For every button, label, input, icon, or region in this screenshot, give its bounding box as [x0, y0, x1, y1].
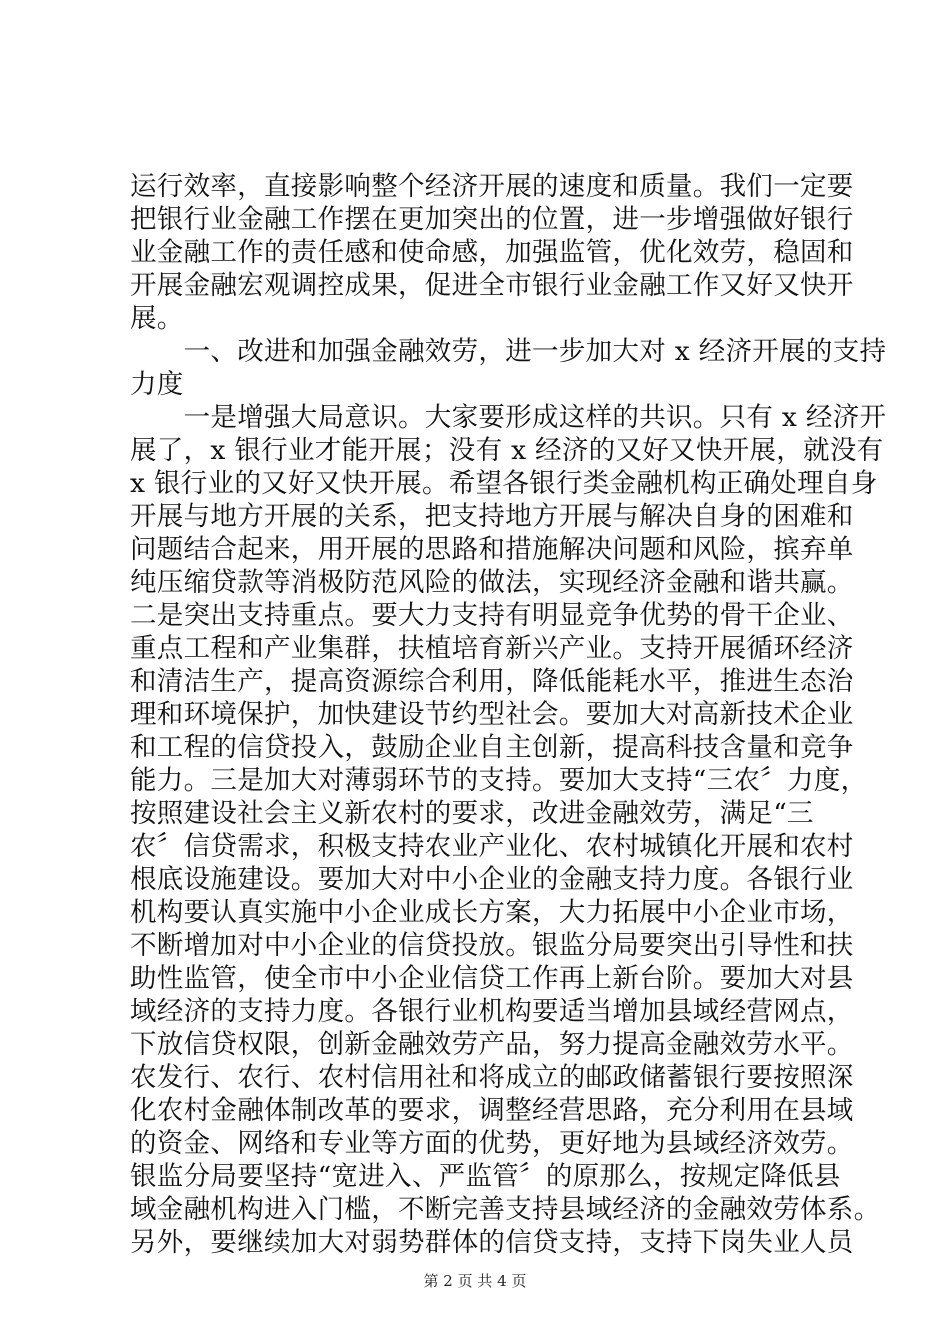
text-line: 业金融工作的责任感和使命感，加强监管，优化效劳，稳固和 [130, 237, 854, 268]
text-line: 展。 [130, 303, 184, 334]
text-line: 银监分局要坚持“宽进入、严监管〞的原那么，按规定降低县 [130, 1161, 841, 1192]
text-line: 把银行业金融工作摆在更加突出的位置，进一步增强做好银行 [130, 204, 854, 235]
text-line: 农发行、农行、农村信用社和将成立的邮政储蓄银行要按照深 [130, 1062, 854, 1093]
section-heading-line: 力度 [130, 369, 184, 400]
text-line: 域金融机构进入门槛，不断完善支持县域经济的金融效劳体系。 [130, 1194, 881, 1225]
text-line: 能力。三是加大对薄弱环节的支持。要加大支持“三农〞力度， [130, 765, 868, 796]
text-line: 开展与地方开展的关系，把支持地方开展与解决自身的困难和 [130, 501, 854, 532]
text-line: 理和环境保护，加快建设节约型社会。要加大对高新技术企业 [130, 699, 854, 730]
text-line: 开展金融宏观调控成果，促进全市银行业金融工作又好又快开 [130, 270, 854, 301]
page-number-footer: 第 2 页 共 4 页 [423, 1272, 527, 1290]
text-line: 的资金、网络和专业等方面的优势，更好地为县域经济效劳。 [130, 1128, 854, 1159]
text-line: 重点工程和产业集群，扶植培育新兴产业。支持开展循环经济 [130, 633, 854, 664]
text-line: 化农村金融体制改革的要求，调整经营思路，充分利用在县域 [130, 1095, 854, 1126]
section-heading-line: 一、改进和加强金融效劳，进一步加大对 x 经济开展的支持 [130, 336, 887, 367]
text-line: 不断增加对中小企业的信贷投放。银监分局要突出引导性和扶 [130, 930, 854, 961]
text-line: 下放信贷权限，创新金融效劳产品，努力提高金融效劳水平。 [130, 1029, 854, 1060]
text-line: 机构要认真实施中小企业成长方案，大力拓展中小企业市场， [130, 897, 854, 928]
text-line: 和工程的信贷投入，鼓励企业自主创新，提高科技含量和竞争 [130, 732, 854, 763]
text-line: 问题结合起来，用开展的思路和措施解决问题和风险，摈弃单 [130, 534, 854, 565]
text-line: 和清洁生产，提高资源综合利用，降低能耗水平，推进生态治 [130, 666, 854, 697]
text-line: 按照建设社会主义新农村的要求，改进金融效劳，满足“三 [130, 798, 814, 829]
text-line: 农〞信贷需求，积极支持农业产业化、农村城镇化开展和农村 [130, 831, 854, 862]
text-line: 纯压缩贷款等消极防范风险的做法，实现经济金融和谐共赢。 [130, 567, 854, 598]
text-line: 域经济的支持力度。各银行业机构要适当增加县域经营网点， [130, 996, 854, 1027]
text-line: 助性监管，使全市中小企业信贷工作再上新台阶。要加大对县 [130, 963, 854, 994]
text-line: x 银行业的又好又快开展。希望各银行类金融机构正确处理自身 [130, 468, 878, 499]
text-line: 根底设施建设。要加大对中小企业的金融支持力度。各银行业 [130, 864, 854, 895]
text-line: 展了，x 银行业才能开展；没有 x 经济的又好又快开展，就没有 [130, 435, 884, 466]
document-body [130, 170, 887, 1259]
text-line: 二是突出支持重点。要大力支持有明显竞争优势的骨干企业、 [130, 600, 854, 631]
text-line: 另外，要继续加大对弱势群体的信贷支持，支持下岗失业人员 [130, 1227, 854, 1258]
text-line: 运行效率，直接影响整个经济开展的速度和质量。我们一定要 [130, 171, 854, 202]
text-line: 一是增强大局意识。大家要形成这样的共识。只有 x 经济开 [130, 402, 887, 433]
